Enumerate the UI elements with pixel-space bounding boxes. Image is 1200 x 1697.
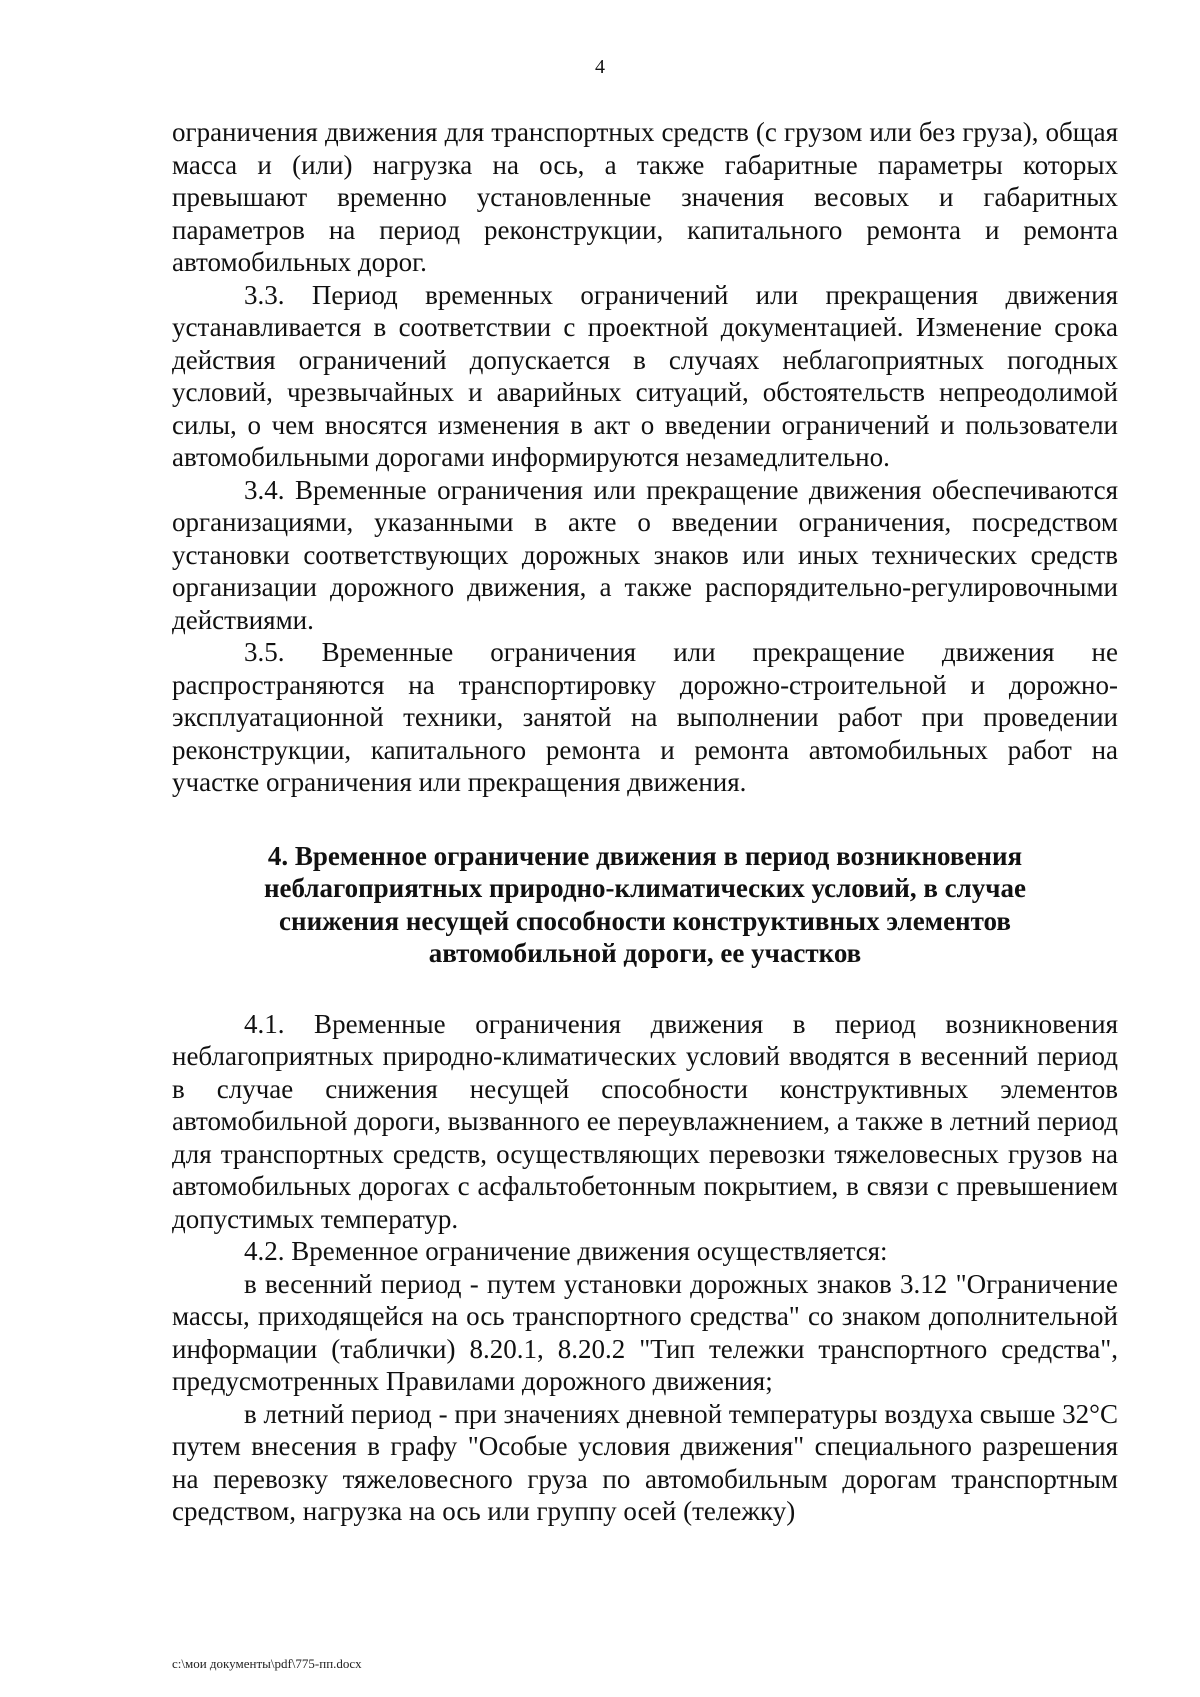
- paragraph-4-1: 4.1. Временные ограничения движения в период возникновения неблагоприятных природно-климатических условий вводятся в весенний период в случае снижения несущей способности конструктивных элементов автомобильной дороги, вызванного ее переувлажнением, а также в летний период для транспортных средств, осуществляющих перевозки тяжеловесных грузов на автомобильных дорогах с асфальтобетонным покрытием, в связи с превышением допустимых температур.: [172, 1008, 1118, 1234]
- paragraph-3-5: 3.5. Временные ограничения или прекращение движения не распространяются на транспортировку дорожно-строительной и дорожно-эксплуатационной техники, занятой на выполнении работ при проведении реконструкции, капитального ремонта и ремонта автомобильных работ на участке ограничения или прекращения движения.: [172, 637, 1118, 797]
- paragraph-3-3: 3.3. Период временных ограничений или прекращения движения устанавливается в соответствии с проектной документацией. Изменение срока действия ограничений допускается в случаях неблагоприятных погодных условий, чрезвычайных и аварийных ситуаций, обстоятельств непреодолимой силы, о чем вносятся изменения в акт о введении ограничений и пользователи автомобильными дорогами информируются незамедлительно.: [172, 279, 1118, 472]
- paragraph-3-4: 3.4. Временные ограничения или прекращение движения обеспечиваются организациями, указанными в акте о введении ограничения, посредством установки соответствующих дорожных знаков или иных технических средств организации дорожного движения, а также распорядительно-регулировочными действиями.: [172, 474, 1118, 635]
- section-4-heading: 4. Временное ограничение движения в период возникновения неблагоприятных природно-климатических условий, в случае снижения несущей способности конструктивных элементов автомобильной дороги, ее участков: [263, 840, 1027, 968]
- page-number: 4: [595, 56, 605, 78]
- paragraph-spring-period: в весенний период - путем установки дорожных знаков 3.12 "Ограничение массы, приходящейся на ось транспортного средства" со знаком дополнительной информации (таблички) 8.20.1, 8.20.2 "Тип тележки транспортного средства", предусмотренных Правилами дорожного движения;: [172, 1268, 1118, 1396]
- document-body: [172, 116, 1118, 1528]
- paragraph-4-2: 4.2. Временное ограничение движения осуществляется:: [244, 1236, 888, 1266]
- file-path-footer: c:\мои документы\pdf\775-пп.docx: [172, 1656, 362, 1671]
- paragraph-continuation: ограничения движения для транспортных средств (с грузом или без груза), общая масса и (или) нагрузка на ось, а также габаритные параметры которых превышают временно установленные значения весовых и габаритных параметров на период реконструкции, капитального ремонта и ремонта автомобильных дорог.: [172, 117, 1118, 277]
- paragraph-summer-period: в летний период - при значениях дневной температуры воздуха свыше 32°С путем внесения в графу "Особые условия движения" специального разрешения на перевозку тяжеловесного груза по автомобильным дорогам транспортным средством, нагрузка на ось или группу осей (тележку): [172, 1398, 1118, 1526]
